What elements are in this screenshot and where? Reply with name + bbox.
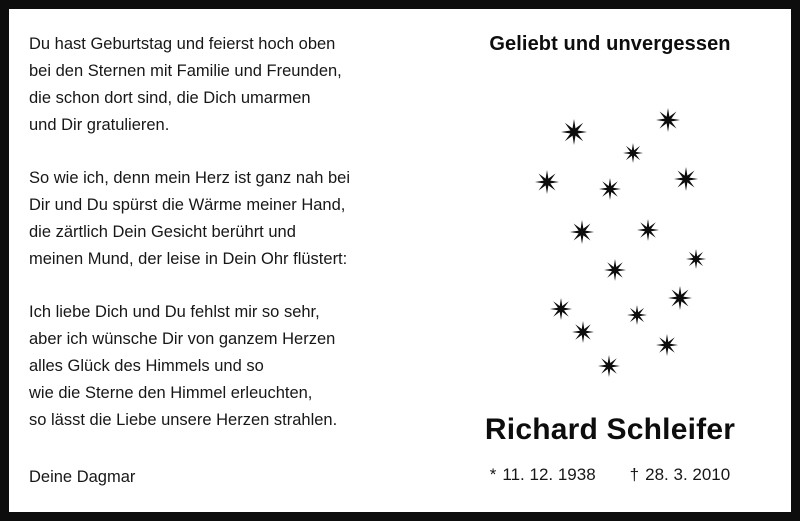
star-icon: [674, 167, 698, 191]
death-symbol: †: [629, 465, 640, 484]
life-dates: [429, 465, 791, 485]
birth-date-group: [490, 465, 596, 484]
poem-line: die zärtlich Dein Gesicht berührt und: [29, 223, 296, 241]
death-date: 28. 3. 2010: [645, 465, 731, 484]
star-icon: [686, 249, 706, 269]
star-icon: [604, 259, 626, 281]
deceased-name: Richard Schleifer: [484, 413, 736, 446]
star-icon: [561, 119, 587, 145]
star-cluster-svg: [525, 87, 705, 377]
star-icon: [656, 108, 680, 132]
star-icon: [550, 298, 572, 320]
poem-stanza: [29, 299, 419, 434]
poem-line: aber ich wünsche Dir von ganzem Herzen: [29, 330, 336, 348]
card-inner: [9, 9, 791, 512]
poem-line: Du hast Geburtstag und feierst hoch oben: [29, 35, 336, 53]
star-icon: [572, 321, 594, 343]
star-icon: [535, 170, 559, 194]
star-icon: [668, 286, 692, 310]
poem-line: alles Glück des Himmels und so: [29, 357, 264, 375]
poem-line: so lässt die Liebe unsere Herzen strahlen.: [29, 411, 338, 429]
star-icon: [627, 305, 647, 325]
poem-line: bei den Sternen mit Familie und Freunden,: [29, 62, 342, 80]
poem-line: wie die Sterne den Himmel erleuchten,: [29, 384, 313, 402]
death-date-group: [630, 465, 731, 484]
poem-line: meinen Mund, der leise in Dein Ohr flüstert:: [29, 250, 348, 268]
right-column: [429, 9, 791, 512]
poem-stanza: [29, 31, 419, 139]
star-icon: [623, 143, 643, 163]
headline-text: Geliebt und unvergessen: [489, 33, 731, 55]
birth-date: 11. 12. 1938: [502, 465, 596, 484]
star-cluster-icon: [525, 87, 705, 377]
poem-line: So wie ich, denn mein Herz ist ganz nah bei: [29, 169, 351, 187]
star-icon: [656, 334, 678, 356]
signature-text: Deine Dagmar: [29, 468, 136, 486]
birth-symbol: *: [489, 465, 497, 484]
poem-line: Dir und Du spürst die Wärme meiner Hand,: [29, 196, 346, 214]
poem-line: und Dir gratulieren.: [29, 116, 170, 134]
poem-stanza: [29, 165, 419, 273]
poem-line: Ich liebe Dich und Du fehlst mir so sehr,: [29, 303, 320, 321]
star-icon: [599, 178, 621, 200]
poem-text: [29, 31, 419, 434]
star-icon: [637, 219, 659, 241]
poem-line: die schon dort sind, die Dich umarmen: [29, 89, 311, 107]
star-icon: [598, 355, 620, 377]
star-icon: [570, 220, 594, 244]
